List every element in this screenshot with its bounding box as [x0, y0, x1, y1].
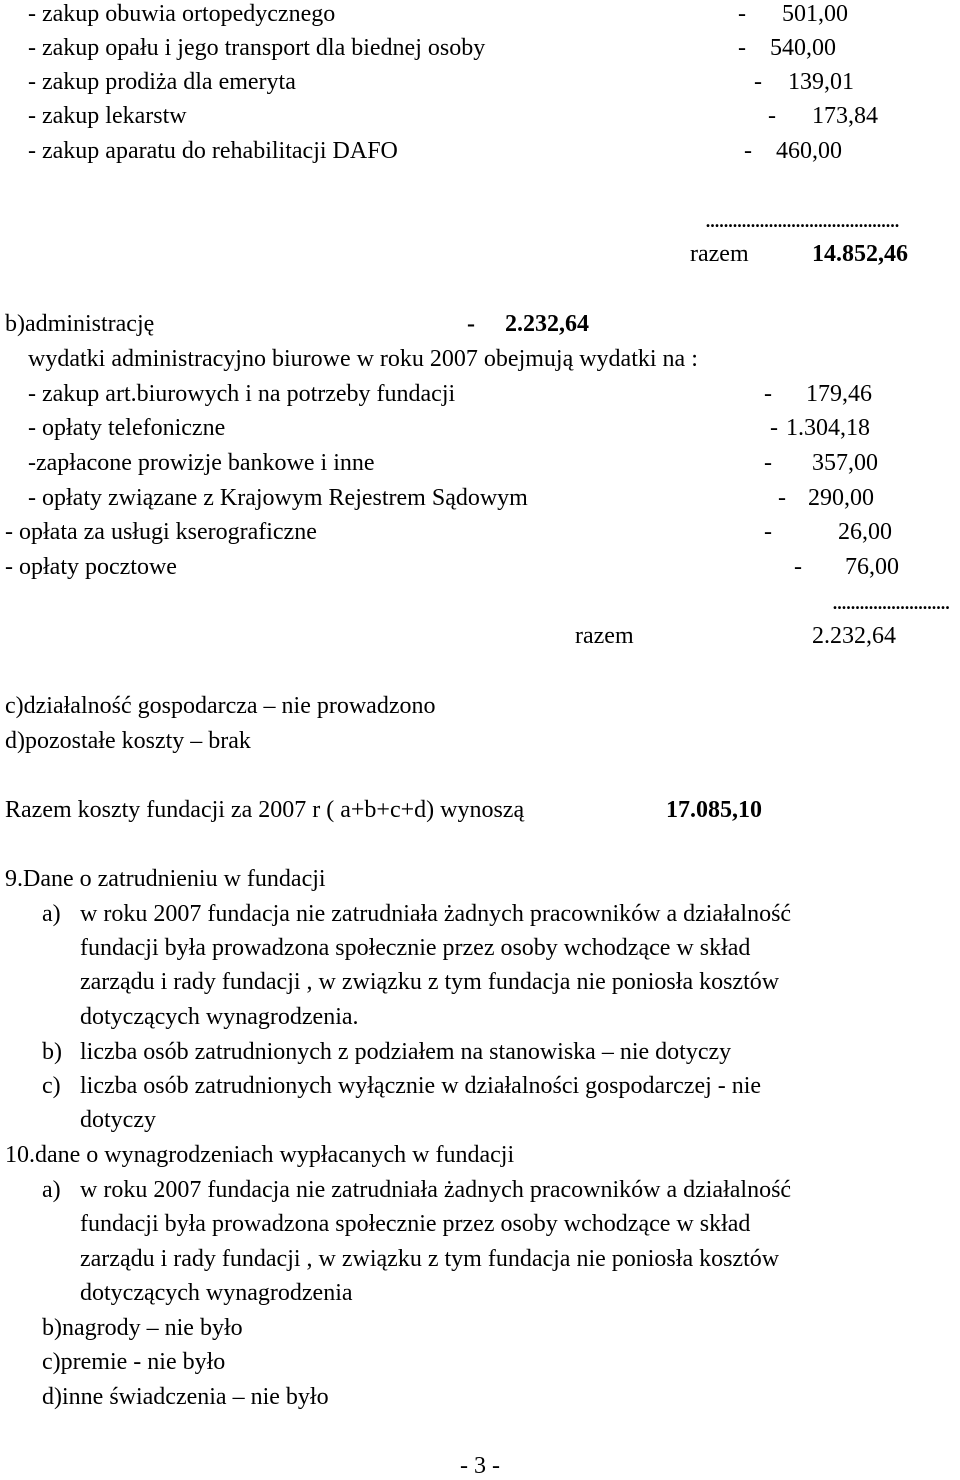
expense-item-amount: 540,00: [770, 35, 836, 61]
expense-item-dash: -: [768, 103, 776, 129]
expense-item-label: - zakup aparatu do rehabilitacji DAFO: [28, 138, 398, 164]
admin-item-label: - opłaty związane z Krajowym Rejestrem Sądowym: [28, 485, 528, 511]
point-10-a-marker: a): [42, 1177, 61, 1203]
admin-item-amount: 290,00: [808, 485, 874, 511]
point-9-heading: 9.Dane o zatrudnieniu w fundacji: [5, 866, 326, 892]
admin-item-dash: -: [764, 519, 772, 545]
point-9-a-line: w roku 2007 fundacja nie zatrudniała żadnych pracowników a działalność: [80, 901, 792, 927]
point-9-a-line: fundacji była prowadzona społecznie przez osoby wchodzące w skład: [80, 935, 751, 961]
admin-item-label: -zapłacone prowizje bankowe i inne: [28, 450, 375, 476]
expense-item-amount: 139,01: [788, 69, 854, 95]
expense-item-amount: 173,84: [812, 103, 878, 129]
total-costs-amount: 17.085,10: [666, 797, 762, 823]
page-number: - 3 -: [460, 1453, 500, 1479]
point-10-heading: 10.dane o wynagrodzeniach wypłacanych w fundacji: [5, 1142, 515, 1168]
admin-item-amount: 357,00: [812, 450, 878, 476]
point-9-a-marker: a): [42, 901, 61, 927]
subtotal-amount: 2.232,64: [812, 623, 896, 649]
expense-item-amount: 501,00: [782, 1, 848, 27]
point-9-a-line: dotyczących wynagrodzenia.: [80, 1004, 359, 1030]
point-9-c-marker: c): [42, 1073, 61, 1099]
section-b-intro: wydatki administracyjno biurowe w roku 2007 obejmują wydatki na :: [28, 346, 698, 372]
dotted-separator: ..........................: [832, 589, 949, 615]
section-d-text: d)pozostałe koszty – brak: [5, 728, 251, 754]
point-9-a-line: zarządu i rady fundacji , w związku z tym fundacja nie poniosła kosztów: [80, 969, 780, 995]
admin-item-dash: -: [794, 554, 802, 580]
admin-item-amount: 179,46: [806, 381, 872, 407]
expense-item-label: - zakup lekarstw: [28, 103, 187, 129]
admin-item-label: - opłaty pocztowe: [5, 554, 177, 580]
expense-item-dash: -: [744, 138, 752, 164]
point-10-b-text: b)nagrody – nie było: [42, 1315, 243, 1341]
expense-item-label: - zakup obuwia ortopedycznego: [28, 1, 336, 27]
point-10-a-line: fundacji była prowadzona społecznie przez osoby wchodzące w skład: [80, 1211, 751, 1237]
section-b-heading: b)administrację: [5, 311, 155, 337]
expense-item-dash: -: [754, 69, 762, 95]
admin-item-dash: -: [764, 381, 772, 407]
point-9-c-line: liczba osób zatrudnionych wyłącznie w działalności gospodarczej - nie: [80, 1073, 762, 1099]
point-10-a-line: w roku 2007 fundacja nie zatrudniała żadnych pracowników a działalność: [80, 1177, 792, 1203]
admin-item-label: - opłata za usługi kserograficzne: [5, 519, 317, 545]
total-costs-text: Razem koszty fundacji za 2007 r ( a+b+c+d) wynoszą: [5, 797, 525, 823]
subtotal-amount: 14.852,46: [812, 241, 908, 267]
subtotal-label: razem: [690, 241, 749, 267]
point-10-a-line: zarządu i rady fundacji , w związku z tym fundacja nie poniosła kosztów: [80, 1246, 780, 1272]
expense-item-label: - zakup opału i jego transport dla biednej osoby: [28, 35, 486, 61]
expense-item-dash: -: [738, 35, 746, 61]
dotted-separator: ...........................................: [705, 207, 899, 233]
admin-item-label: - opłaty telefoniczne: [28, 415, 226, 441]
section-c-text: c)działalność gospodarcza – nie prowadzono: [5, 693, 436, 719]
section-b-amount: 2.232,64: [505, 311, 589, 337]
subtotal-label: razem: [575, 623, 634, 649]
admin-item-amount: 1.304,18: [786, 415, 870, 441]
section-b-dash: -: [467, 311, 475, 337]
expense-item-dash: -: [738, 1, 746, 27]
point-9-c-line: dotyczy: [80, 1107, 156, 1133]
admin-item-label: - zakup art.biurowych i na potrzeby fundacji: [28, 381, 456, 407]
expense-item-amount: 460,00: [776, 138, 842, 164]
point-10-d-text: d)inne świadczenia – nie było: [42, 1384, 329, 1410]
point-10-c-text: c)premie - nie było: [42, 1349, 226, 1375]
admin-item-dash: -: [764, 450, 772, 476]
expense-item-label: - zakup prodiża dla emeryta: [28, 69, 296, 95]
point-10-a-line: dotyczących wynagrodzenia: [80, 1280, 353, 1306]
admin-item-dash: -: [778, 485, 786, 511]
point-9-b-marker: b): [42, 1039, 62, 1065]
admin-item-dash: -: [770, 415, 778, 441]
point-9-b-text: liczba osób zatrudnionych z podziałem na stanowiska – nie dotyczy: [80, 1039, 732, 1065]
admin-item-amount: 26,00: [838, 519, 892, 545]
admin-item-amount: 76,00: [845, 554, 899, 580]
